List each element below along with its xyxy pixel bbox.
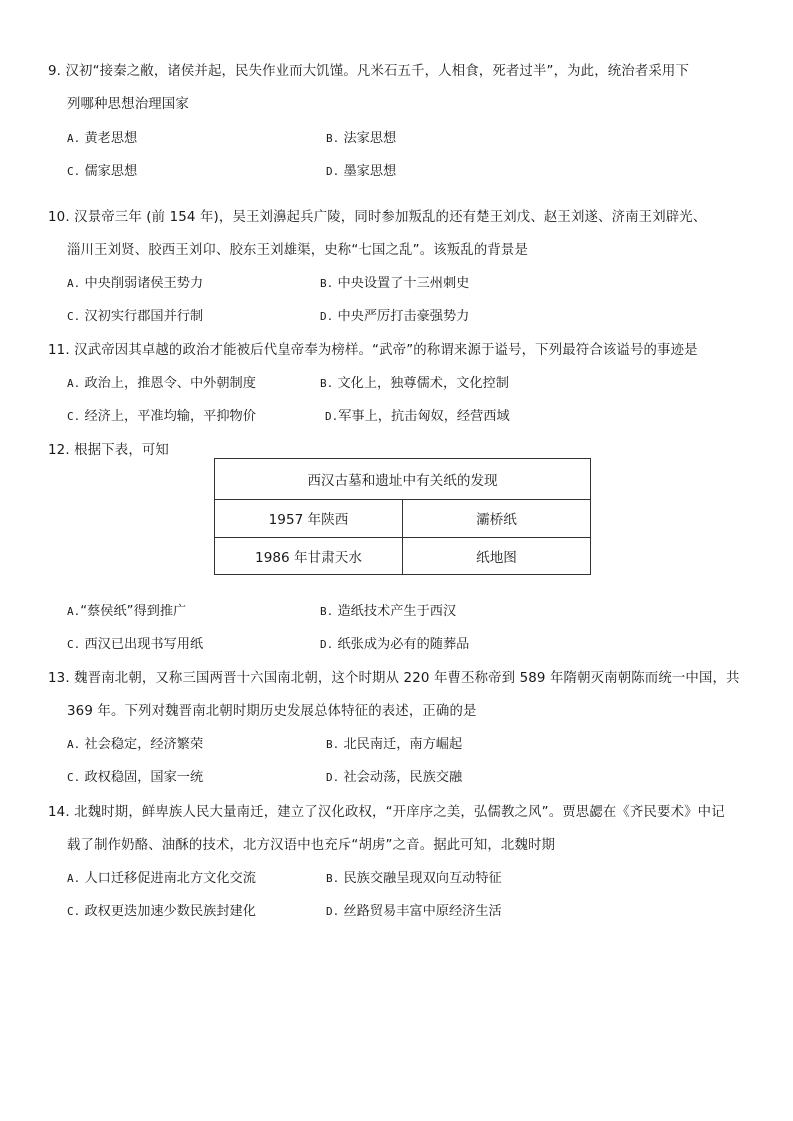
option-text: 造纸技术产生于西汉 [337, 604, 457, 619]
option-label: A. [67, 872, 81, 885]
option-text: “蔡侯纸”得到推广 [80, 604, 187, 619]
table-cell: 纸地图 [403, 537, 591, 575]
option-text: 北民南迁，南方崛起 [343, 737, 463, 752]
option-text: 中央严厉打击豪强势力 [337, 309, 470, 324]
option-11d[interactable] [325, 410, 510, 423]
option-label: A. [67, 605, 81, 618]
option-label: C. [67, 310, 81, 323]
question-14-line-2: 载了制作奶酪、油酥的技术，北方汉语中也充斥“胡虏”之音。据此可知，北魏时期 [67, 838, 556, 853]
option-9c[interactable] [67, 165, 137, 178]
option-9b[interactable] [326, 132, 396, 145]
option-label: D. [326, 905, 340, 918]
option-text: 社会动荡，民族交融 [343, 770, 463, 785]
question-10-line-2: 淄川王刘贤、胶西王刘卬、胶东王刘雄渠，史称“七国之乱”。该叛乱的背景是 [67, 243, 529, 258]
option-13b[interactable] [326, 738, 462, 751]
option-10b[interactable] [320, 277, 469, 290]
option-text: 儒家思想 [84, 164, 138, 179]
option-text: 民族交融呈现双向互动特征 [343, 871, 502, 886]
option-label: C. [67, 165, 81, 178]
paper-discovery-table [214, 458, 591, 575]
option-text: 纸张成为必有的随葬品 [337, 637, 470, 652]
option-10a[interactable] [67, 277, 203, 290]
option-9a[interactable] [67, 132, 137, 145]
option-text: 军事上，抗击匈奴，经营西域 [338, 409, 510, 424]
option-text: 人口迁移促进南北方文化交流 [84, 871, 256, 886]
option-label: B. [326, 738, 340, 751]
option-14c[interactable] [67, 905, 256, 918]
option-label: D. [325, 410, 339, 423]
option-text: 中央设置了十三州刺史 [337, 276, 470, 291]
table-row [215, 537, 591, 575]
question-14-line-1: 14. 北魏时期，鲜卑族人民大量南迁，建立了汉化政权，“开庠序之美，弘儒教之风”。贾思勰在《齐民要术》中记 [48, 805, 725, 820]
option-13c[interactable] [67, 771, 203, 784]
option-text: 西汉已出现书写用纸 [84, 637, 204, 652]
option-text: 政权更迭加速少数民族封建化 [84, 904, 256, 919]
option-9d[interactable] [326, 165, 396, 178]
option-label: B. [320, 277, 334, 290]
option-text: 政权稳固，国家一统 [84, 770, 204, 785]
option-12b[interactable] [320, 605, 456, 618]
question-12-line-1: 12. 根据下表，可知 [48, 443, 169, 458]
option-12a[interactable] [67, 605, 186, 618]
option-label: D. [320, 310, 334, 323]
option-label: A. [67, 377, 81, 390]
question-11-line-1: 11. 汉武帝因其卓越的政治才能被后代皇帝奉为榜样。“武帝”的称谓来源于谥号，下列最符合该谥号的事迹是 [48, 343, 698, 358]
option-label: B. [320, 605, 334, 618]
option-text: 法家思想 [343, 131, 397, 146]
option-text: 政治上，推恩令、中外朝制度 [84, 376, 256, 391]
option-label: A. [67, 132, 81, 145]
option-14a[interactable] [67, 872, 256, 885]
option-10c[interactable] [67, 310, 203, 323]
option-label: A. [67, 738, 81, 751]
option-10d[interactable] [320, 310, 469, 323]
question-10-line-1: 10. 汉景帝三年 (前 154 年)，吴王刘濞起兵广陵，同时参加叛乱的还有楚王刘戊、赵王刘遂、济南王刘辟光、 [48, 210, 707, 225]
question-13-line-1: 13. 魏晋南北朝，又称三国两晋十六国南北朝，这个时期从 220 年曹丕称帝到 589 年隋朝灭南朝陈而统一中国，共 [48, 671, 740, 686]
option-12d[interactable] [320, 638, 469, 651]
option-14b[interactable] [326, 872, 502, 885]
option-12c[interactable] [67, 638, 203, 651]
option-label: B. [326, 132, 340, 145]
table-row [215, 500, 591, 538]
table-cell: 灞桥纸 [403, 500, 591, 538]
option-label: B. [326, 872, 340, 885]
option-11a[interactable] [67, 377, 256, 390]
option-text: 丝路贸易丰富中原经济生活 [343, 904, 502, 919]
option-text: 文化上，独尊儒术，文化控制 [337, 376, 509, 391]
option-label: C. [67, 771, 81, 784]
option-label: C. [67, 410, 81, 423]
question-9-line-1: 9. 汉初“接秦之敝，诸侯并起，民失作业而大饥馑。凡米石五千，人相食，死者过半”，为此，统治者采用下 [48, 64, 689, 79]
option-text: 黄老思想 [84, 131, 138, 146]
option-14d[interactable] [326, 905, 502, 918]
option-label: C. [67, 638, 81, 651]
table-cell: 1957 年陕西 [215, 500, 403, 538]
option-label: D. [326, 771, 340, 784]
option-text: 中央削弱诸侯王势力 [84, 276, 204, 291]
option-13d[interactable] [326, 771, 462, 784]
table-title: 西汉古墓和遗址中有关纸的发现 [215, 459, 591, 500]
table-cell: 1986 年甘肃天水 [215, 537, 403, 575]
option-11b[interactable] [320, 377, 509, 390]
question-13-line-2: 369 年。下列对魏晋南北朝时期历史发展总体特征的表述，正确的是 [67, 704, 477, 719]
option-label: B. [320, 377, 334, 390]
option-label: D. [326, 165, 340, 178]
option-11c[interactable] [67, 410, 256, 423]
option-13a[interactable] [67, 738, 203, 751]
option-text: 墨家思想 [343, 164, 397, 179]
question-9-line-2: 列哪种思想治理国家 [67, 97, 189, 112]
option-text: 汉初实行郡国并行制 [84, 309, 204, 324]
option-label: D. [320, 638, 334, 651]
option-text: 社会稳定，经济繁荣 [84, 737, 204, 752]
option-label: C. [67, 905, 81, 918]
option-text: 经济上，平准均输，平抑物价 [84, 409, 256, 424]
option-label: A. [67, 277, 81, 290]
